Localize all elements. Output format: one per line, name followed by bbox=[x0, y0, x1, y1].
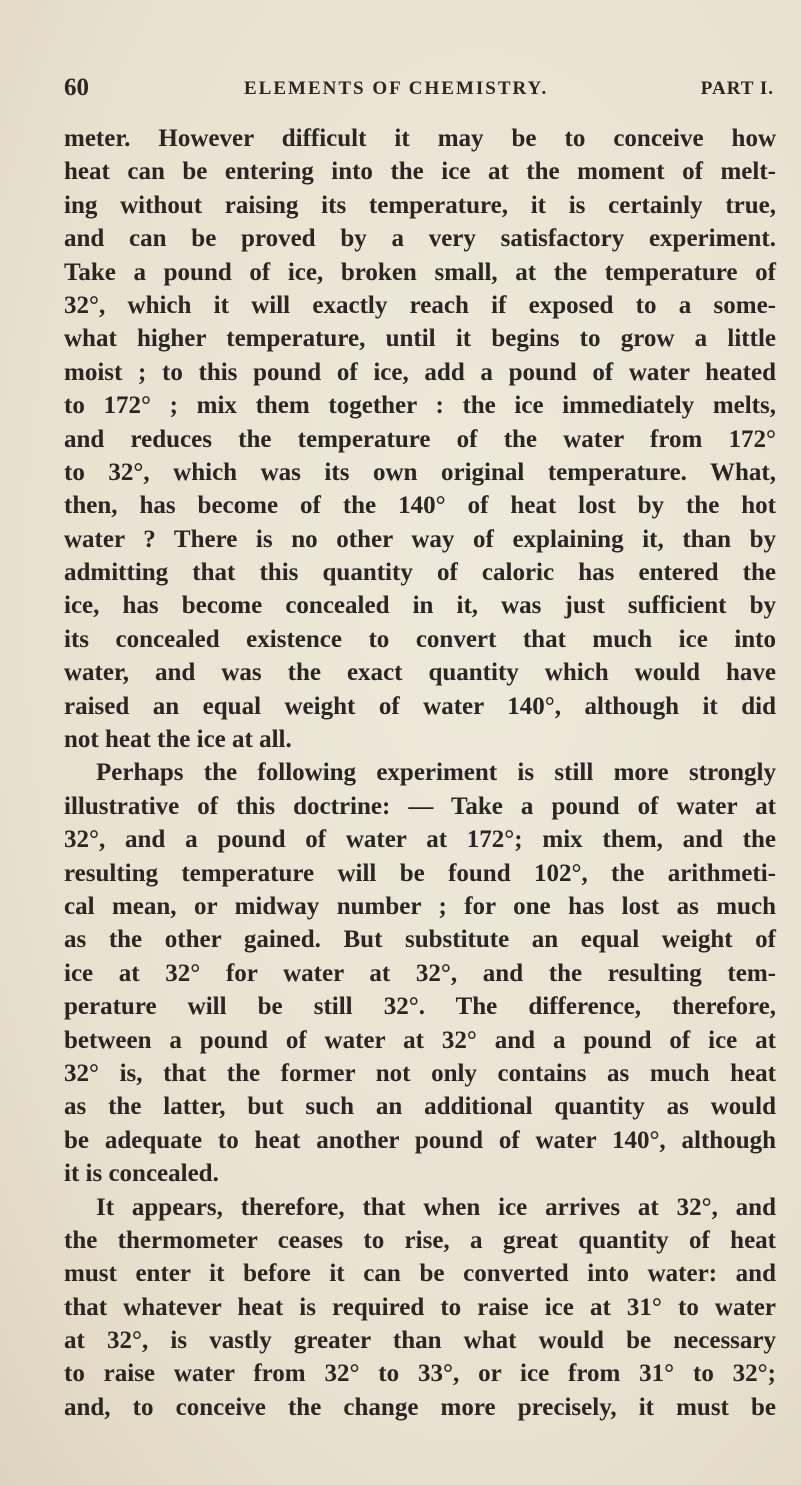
text-line: be adequate to heat another pound of water 140°, although bbox=[64, 1126, 776, 1154]
text-line: to 32°, which was its own original temperature. What, bbox=[64, 458, 776, 486]
text-line: moist ; to this pound of ice, add a pound of water heated bbox=[64, 358, 776, 386]
text-line: 32°, which it will exactly reach if exposed to a some- bbox=[64, 291, 776, 319]
page-number: 60 bbox=[64, 74, 89, 101]
text-line: what higher temperature, until it begins to grow a little bbox=[64, 325, 776, 353]
text-line: admitting that this quantity of caloric has entered the bbox=[64, 559, 776, 587]
running-head bbox=[64, 74, 774, 104]
text-line: water ? There is no other way of explaining it, than by bbox=[64, 525, 776, 553]
text-line: illustrative of this doctrine: — Take a pound of water at bbox=[64, 792, 776, 820]
paragraph-start-line: Perhaps the following experiment is still more strongly bbox=[96, 759, 776, 787]
text-line: Take a pound of ice, broken small, at the temperature of bbox=[64, 258, 776, 286]
text-line: 32° is, that the former not only contains as much heat bbox=[64, 1059, 776, 1087]
text-line: ice, has become concealed in it, was just sufficient by bbox=[64, 592, 776, 620]
body-text bbox=[64, 122, 776, 1424]
paragraph-start-line: It appears, therefore, that when ice arrives at 32°, and bbox=[96, 1193, 776, 1221]
text-line: perature will be still 32°. The difference, therefore, bbox=[64, 993, 776, 1021]
text-line: 32°, and a pound of water at 172°; mix them, and the bbox=[64, 826, 776, 854]
text-line: as the latter, but such an additional quantity as would bbox=[64, 1093, 776, 1121]
text-line: and can be proved by a very satisfactory experiment. bbox=[64, 225, 776, 253]
text-line: the thermometer ceases to rise, a great quantity of heat bbox=[64, 1226, 776, 1254]
text-line: must enter it before it can be converted into water: and bbox=[64, 1260, 776, 1288]
text-line: its concealed existence to convert that much ice into bbox=[64, 625, 776, 653]
text-line: raised an equal weight of water 140°, although it did bbox=[64, 692, 776, 720]
text-line: not heat the ice at all. bbox=[64, 726, 292, 754]
text-line: cal mean, or midway number ; for one has lost as much bbox=[64, 892, 776, 920]
text-line: to raise water from 32° to 33°, or ice from 31° to 32°; bbox=[64, 1360, 776, 1388]
text-line: resulting temperature will be found 102°, the arithmeti- bbox=[64, 859, 776, 887]
text-line: meter. However difficult it may be to conceive how bbox=[64, 125, 776, 152]
text-line: ing without raising its temperature, it is certainly true, bbox=[64, 191, 776, 219]
text-line: then, has become of the 140° of heat lost by the hot bbox=[64, 492, 776, 520]
text-line: at 32°, is vastly greater than what would be necessary bbox=[64, 1327, 776, 1355]
part-label: PART I. bbox=[700, 78, 774, 99]
text-line: water, and was the exact quantity which would have bbox=[64, 659, 776, 687]
text-line: and, to conceive the change more precisely, it must be bbox=[64, 1393, 776, 1421]
text-line: as the other gained. But substitute an equal weight of bbox=[64, 926, 776, 954]
book-title: ELEMENTS OF CHEMISTRY. bbox=[244, 78, 549, 99]
text-line: ice at 32° for water at 32°, and the resulting tem- bbox=[64, 959, 776, 987]
text-line: and reduces the temperature of the water from 172° bbox=[64, 425, 776, 453]
text-line: it is concealed. bbox=[64, 1160, 219, 1188]
text-line: that whatever heat is required to raise ice at 31° to water bbox=[64, 1293, 776, 1321]
text-line: heat can be entering into the ice at the moment of melt- bbox=[64, 158, 776, 186]
text-line: to 172° ; mix them together : the ice immediately melts, bbox=[64, 392, 776, 420]
text-line: between a pound of water at 32° and a pound of ice at bbox=[64, 1026, 776, 1054]
